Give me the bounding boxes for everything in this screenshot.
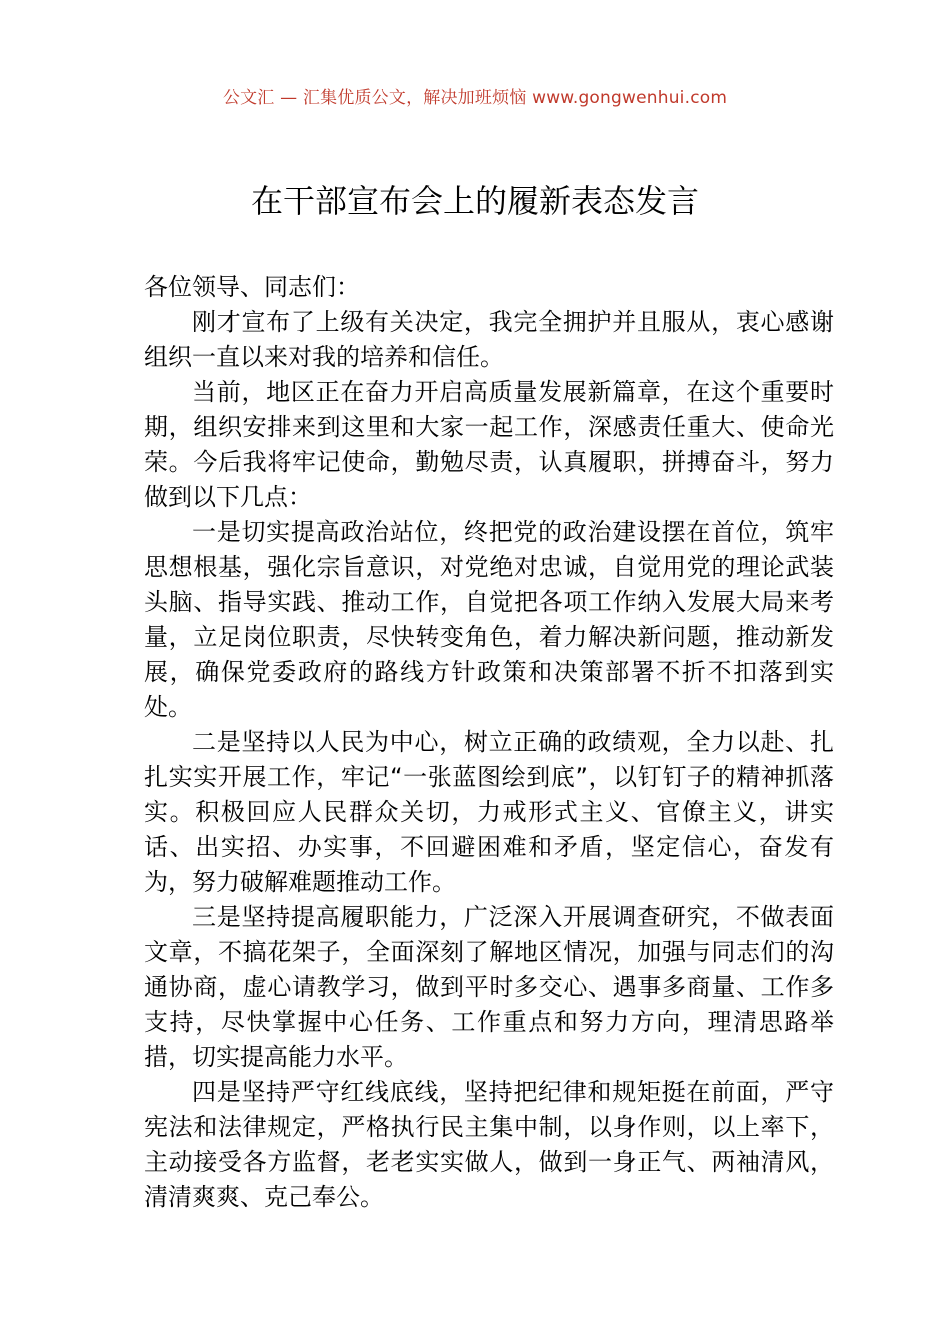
paragraph-point-2: 二是坚持以人民为中心，树立正确的政绩观，全力以赴、扎扎实实开展工作，牢记“一张蓝图绘到底”，以钉钉子的精神抓落实。积极回应人民群众关切，力戒形式主义、官僚主义，讲实话、出实招、办实事，不回避困难和矛盾，坚定信心，奋发有为，努力破解难题推动工作。 [144,728,834,896]
document-body [144,270,834,1215]
paragraph-context: 当前，地区正在奋力开启高质量发展新篇章，在这个重要时期，组织安排来到这里和大家一起工作，深感责任重大、使命光荣。今后我将牢记使命，勤勉尽责，认真履职，拼搏奋斗，努力做到以下几点： [144,378,834,511]
paragraph-point-3: 三是坚持提高履职能力，广泛深入开展调查研究，不做表面文章，不搞花架子，全面深刻了解地区情况，加强与同志们的沟通协商，虚心请教学习，做到平时多交心、遇事多商量、工作多支持，尽快掌握中心任务、工作重点和努力方向，理清思路举措，切实提高能力水平。 [144,903,834,1071]
paragraph-point-4: 四是坚持严守红线底线，坚持把纪律和规矩挺在前面，严守宪法和法律规定，严格执行民主集中制，以身作则，以上率下，主动接受各方监督，老老实实做人，做到一身正气、两袖清风，清清爽爽、克己奉公。 [144,1078,834,1211]
salutation: 各位领导、同志们： [144,273,360,301]
watermark-header: 公文汇 — 汇集优质公文，解决加班烦恼 www.gongwenhui.com [222,88,728,108]
paragraph-opening: 刚才宣布了上级有关决定，我完全拥护并且服从，衷心感谢组织一直以来对我的培养和信任。 [144,308,834,371]
paragraph-point-1: 一是切实提高政治站位，终把党的政治建设摆在首位，筑牢思想根基，强化宗旨意识，对党绝对忠诚，自觉用党的理论武装头脑、指导实践、推动工作，自觉把各项工作纳入发展大局来考量，立足岗位职责，尽快转变角色，着力解决新问题，推动新发展，确保党委政府的路线方针政策和决策部署不折不扣落到实处。 [144,518,834,721]
document-title: 在干部宣布会上的履新表态发言 [250,182,699,220]
